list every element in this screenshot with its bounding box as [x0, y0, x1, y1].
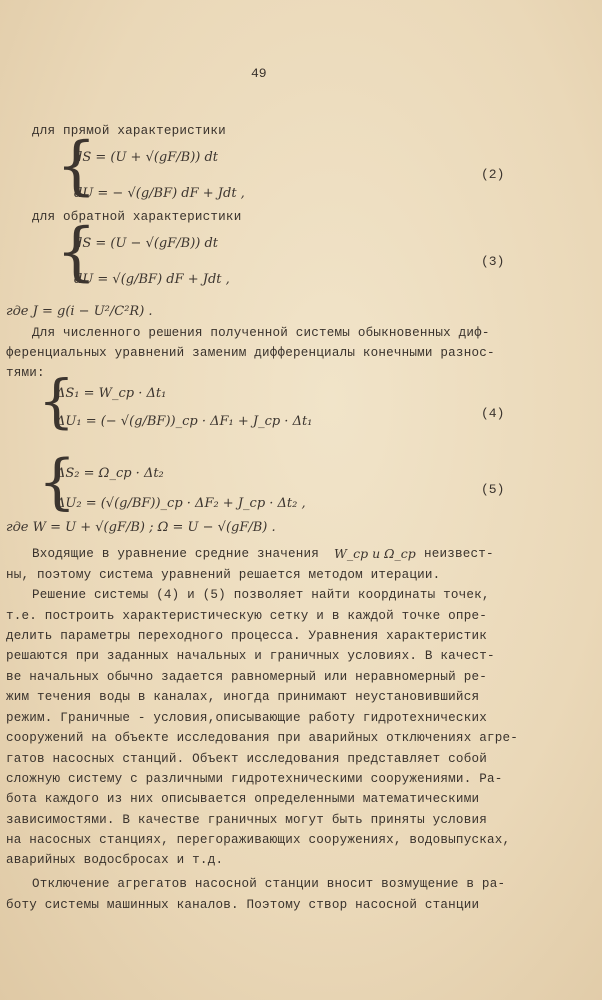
equation: dU = √(g/BF) dF + Jdt ,	[74, 272, 230, 287]
text-line: неизвест-	[424, 547, 494, 561]
equation: ΔU₁ = (− √(g/BF))_ср · ΔF₁ + J_ср · Δt₁	[56, 414, 313, 429]
equation: dU = − √(g/BF) dF + Jdt ,	[74, 186, 245, 201]
text-line: т.е. построить характеристическую сетку и в каждой точке опре-	[6, 609, 487, 623]
text-line: Отключение агрегатов насосной станции вносит возмущение в ра-	[32, 877, 506, 891]
text-line: делить параметры переходного процесса. Уравнения характеристик	[6, 629, 487, 643]
equation: dS = (U + √(gF/B)) dt	[74, 150, 219, 165]
equation: W_ср и Ω_ср	[334, 546, 416, 561]
text-line: для прямой характеристики	[32, 124, 226, 138]
equation: ΔS₂ = Ω_ср · Δt₂	[56, 466, 164, 481]
equation: ΔS₁ = W_ср · Δt₁	[56, 386, 167, 401]
text-line: тями:	[6, 366, 45, 380]
text-line: решаются при заданных начальных и граничных условиях. В качест-	[6, 649, 495, 663]
text-line: сложную систему с различными гидротехническими сооружениями. Ра-	[6, 772, 503, 786]
text-line: аварийных водосбросах и т.д.	[6, 853, 224, 867]
text-line: режим. Граничные - условия,описывающие работу гидротехнических	[6, 711, 487, 725]
text-line: ны, поэтому система уравнений решается методом итерации.	[6, 568, 441, 582]
text-line: жим течения воды в каналах, иногда принимают неустановившийся	[6, 690, 480, 704]
system-brace: {	[56, 215, 97, 289]
equation-number: (4)	[481, 406, 505, 421]
equation-number: (5)	[481, 482, 505, 497]
text-line: ве начальных обычно задается равномерный или неравномерный ре-	[6, 670, 487, 684]
text-line: гатов насосных станций. Объект исследования представляет собой	[6, 752, 487, 766]
text-line: на насосных станциях, перегораживающих сооружениях, водовыпусках,	[6, 833, 511, 847]
page-number: 49	[251, 66, 267, 81]
equation: dS = (U − √(gF/B)) dt	[74, 236, 219, 251]
system-brace: {	[38, 447, 77, 517]
system-brace: {	[38, 367, 75, 435]
text-line: Решение системы (4) и (5) позволяет найти координаты точек,	[32, 588, 490, 602]
text-line: зависимостями. В качестве граничных могут быть приняты условия	[6, 813, 487, 827]
text-line: боту системы машинных каналов. Поэтому створ насосной станции	[6, 898, 480, 912]
system-brace: {	[56, 129, 97, 203]
equation: где W = U + √(gF/B) ; Ω = U − √(gF/B) .	[6, 520, 276, 535]
text-line: Входящие в уравнение средние значения	[32, 547, 320, 561]
text-line: для обратной характеристики	[32, 210, 242, 224]
text-line: Для численного решения полученной системы обыкновенных диф-	[32, 326, 490, 340]
equation: ΔU₂ = (√(g/BF))_ср · ΔF₂ + J_ср · Δt₂ ,	[56, 496, 306, 511]
equation: где J = g(i − U²/C²R) .	[6, 304, 153, 319]
text-line: бота каждого из них описывается определенными математическими	[6, 792, 480, 806]
text-line: сооружений на объекте исследования при аварийных отключениях агре-	[6, 731, 518, 745]
equation-number: (2)	[481, 167, 505, 182]
text-line: ференциальных уравнений заменим дифференциалы конечными разнос-	[6, 346, 495, 360]
equation-number: (3)	[481, 254, 505, 269]
